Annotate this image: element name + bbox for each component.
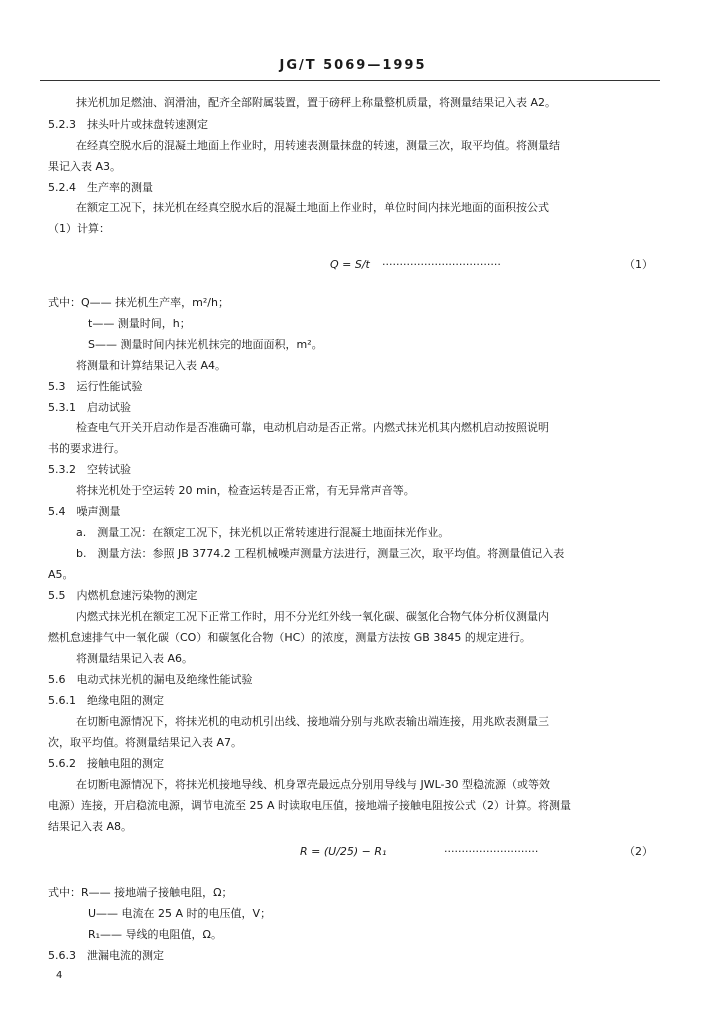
text-line: S—— 测量时间内抹光机抹完的地面面积，m²。: [88, 338, 323, 351]
text-line: 在经真空脱水后的混凝土地面上作业时，用转速表测量抹盘的转速，测量三次，取平均值。将测量结: [76, 139, 560, 152]
text-line: 书的要求进行。: [48, 442, 125, 455]
section-heading: 5.3 运行性能试验: [48, 380, 143, 393]
text-line: 检查电气开关开启动作是否准确可靠，电动机启动是否正常。内燃式抹光机其内燃机启动按照说明: [76, 421, 549, 434]
list-item: a. 测量工况：在额定工况下，抹光机以正常转速进行混凝土地面抹光作业。: [76, 526, 450, 539]
text-line: 燃机怠速排气中一氧化碳（CO）和碳氢化合物（HC）的浓度，测量方法按 GB 3845 的规定进行。: [48, 631, 531, 644]
section-heading: 5.2.4 生产率的测量: [48, 181, 153, 194]
section-heading: 5.3.2 空转试验: [48, 463, 131, 476]
text-line: 将测量结果记入表 A6。: [76, 652, 194, 665]
section-heading: 5.3.1 启动试验: [48, 401, 131, 414]
section-heading: 5.5 内燃机怠速污染物的测定: [48, 589, 198, 602]
text-line: 结果记入表 A8。: [48, 820, 133, 833]
text-line: U—— 电流在 25 A 时的电压值，V；: [88, 907, 272, 920]
section-heading: 5.6 电动式抹光机的漏电及绝缘性能试验: [48, 673, 253, 686]
section-heading: 5.6.2 接触电阻的测定: [48, 757, 164, 770]
text-line: 在切断电源情况下，将抹光机接地导线、机身罩壳最远点分别用导线与 JWL-30 型稳流源（或等效: [76, 778, 551, 791]
text-line: R₁—— 导线的电阻值，Ω。: [88, 928, 222, 941]
formula-leader: ··································: [382, 258, 501, 271]
header-rule: [40, 80, 660, 81]
formula-1-number: （1）: [624, 258, 653, 271]
text-line: 在额定工况下，抹光机在经真空脱水后的混凝土地面上作业时，单位时间内抹光地面的面积按公式: [76, 201, 549, 214]
formula-2: R = (U/25) − R₁: [300, 845, 387, 858]
text-line: 在切断电源情况下，将抹光机的电动机引出线、接地端分别与兆欧表输出端连接，用兆欧表测量三: [76, 715, 549, 728]
text-line: 式中：Q—— 抹光机生产率，m²/h；: [48, 296, 229, 309]
text-line: 抹光机加足燃油、润滑油，配齐全部附属装置，置于磅秤上称量整机质量，将测量结果记入表 A2。: [76, 96, 557, 109]
text-line: 电源）连接，开启稳流电源，调节电流至 25 A 时读取电压值，接地端子接触电阻按公式（2）计算。将测量: [48, 799, 572, 812]
section-heading: 5.6.1 绝缘电阻的测定: [48, 694, 164, 707]
text-line: （1）计算：: [48, 222, 110, 235]
formula-2-number: （2）: [624, 845, 653, 858]
section-heading: 5.4 噪声测量: [48, 505, 121, 518]
text-line: 式中：R—— 接地端子接触电阻，Ω；: [48, 886, 233, 899]
text-line: 将抹光机处于空运转 20 min，检查运转是否正常，有无异常声音等。: [76, 484, 415, 497]
text-line: 果记入表 A3。: [48, 160, 122, 173]
text-line: 内燃式抹光机在额定工况下正常工作时，用不分光红外线一氧化碳、碳氢化合物气体分析仪测量内: [76, 610, 549, 623]
section-heading: 5.6.3 泄漏电流的测定: [48, 949, 164, 962]
standard-header: JG/T 5069—1995: [279, 58, 427, 73]
text-line: 将测量和计算结果记入表 A4。: [76, 359, 227, 372]
list-item: b. 测量方法：参照 JB 3774.2 工程机械噪声测量方法进行，测量三次，取平均值。将测量值记入表: [76, 547, 565, 560]
formula-1: Q = S/t: [330, 258, 370, 271]
text-line: A5。: [48, 568, 74, 581]
formula-leader: ···························: [444, 845, 539, 858]
page-number: 4: [56, 970, 63, 981]
text-line: 次，取平均值。将测量结果记入表 A7。: [48, 736, 243, 749]
text-line: t—— 测量时间，h；: [88, 317, 191, 330]
section-heading: 5.2.3 抹头叶片或抹盘转速测定: [48, 118, 208, 131]
